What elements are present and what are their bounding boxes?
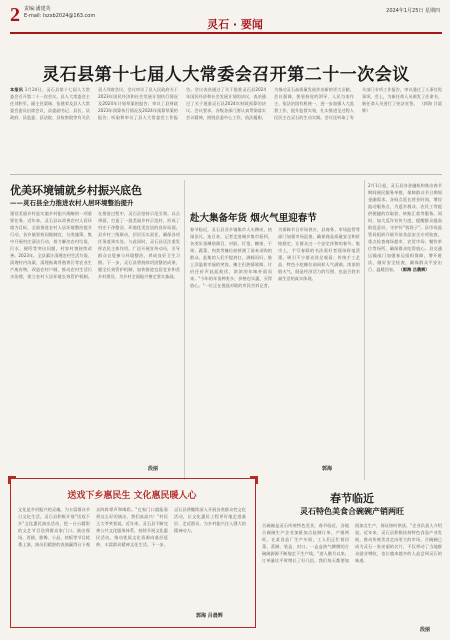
- mid-article-body: [190, 226, 360, 466]
- divider-lead: [10, 174, 442, 175]
- masthead: [10, 4, 442, 32]
- lead-dateline: 本报讯: [10, 87, 24, 92]
- box-body-text: 文化是乡村振兴的灵魂。为丰富群众节日文化生活，灵石县积极开展"送戏下乡"文化惠民演出活动，把一台台精彩的文艺节目送到群众家门口。演出现场，晋剧、歌舞、小品、快板等节目轮番上演，演员们精湛的表演赢得台下观众阵阵掌声和喝彩。"在家门口就能看到这么好的演出，我们真高兴！"村民王大爷笑着说。近年来，灵石县不断完善公共文化服务体系，持续开展文化惠民活动，推动优质文化资源向基层延伸，丰富群众精神文化生活。下一步，灵石县将继续深入开展各类群众性文化活动，让文化惠民工程更好地走进基层、走近群众，为乡村振兴注入强大的精神动力。: [18, 507, 246, 547]
- spring-subheadline: 灵石特色美食合碗碗产销两旺: [300, 506, 404, 516]
- spring-headline: 春节临近: [330, 492, 374, 505]
- left-article-body: [10, 210, 180, 468]
- mid-headline: 赴大集备年货 烟火气里迎春节: [190, 213, 317, 224]
- lead-byline: （郭海 吕晨辉）: [362, 101, 442, 113]
- lead-article-body: [10, 86, 442, 170]
- spring-author: 段丽: [420, 627, 431, 633]
- left-body-text: 建设美丽乡村是实施乡村振兴战略的一项重要任务。近年来，灵石县以改善农村人居环境为目标，全面推进农村人居环境整治提升行动，各乡镇坚持因地制宜、分类施策，集中开展村庄清洁行动，着力解决农村垃圾、污水、厕所等突出问题，村容村貌持续改善。2023年，全县累计清理农村生活垃圾、清理村内沟渠、清理畜禽养殖粪污等农业生产废弃物，改造农村户厕，推动农村生活污水治理，建立农村人居环境长效管护机制。在推进过程中，灵石县坚持示范引领、以点带面，打造了一批美丽乡村示范村，形成了村庄干净整洁、环境优美宜居的良好局面。县乡村三级联动，层层压实责任，确保各项任务落到实处。与此同时，灵石县还注重发挥农民主体作用，广泛开展宣传动员，引导群众自觉参与环境整治，养成良好卫生习惯。下一步，灵石县将持续巩固整治成果，健全长效管护机制，加快推进宜居宜业和美乡村建设，为乡村全面振兴奠定坚实基础。: [10, 211, 180, 279]
- divider-right: [364, 180, 365, 480]
- left-author: 段丽: [148, 466, 159, 472]
- box-headline: 送戏下乡惠民生 文化惠民暖人心: [67, 491, 197, 501]
- masthead-rule: [10, 32, 442, 34]
- box-article-body: [18, 506, 246, 610]
- lead-headline: 灵石县第十七届人大常委会召开第二十一次会议: [42, 65, 410, 85]
- editor-line: 责编:潘建英: [24, 6, 51, 12]
- mid-body-text: 春节临近，灵石县各乡镇集市人头攒动、热闹非凡。连日来，记者走进城乡集市看到，各类年货琳琅满目，对联、灯笼、糖果、干果、蔬菜、肉类等摊位前挤满了前来采购的群众。赶集的人们手提肩扛，满载而归，脸上洋溢着幸福的笑容。摊主们热情吆喝，讨价还价声此起彼伏，浓浓的年味扑面而来。"今年的年货种类多，价格也实惠，买得放心。"一位正在挑选对联的市民告诉记者。为保障节日市场供应，县商务、市场监管等部门加强市场巡查，确保商品质量安全和价格稳定，让群众过一个安定祥和的春节。集市上，手写春联的书法爱好者现场挥毫泼墨，吸引不少群众驻足观看；传统手工艺品、特色小吃摊位前同样人气满满。浓浓的烟火气，既是经济活力的写照，也是百姓幸福生活的真实体现。: [190, 227, 360, 288]
- mid-author: 郭海: [322, 466, 333, 472]
- box-author: 郭海 吕晨辉: [196, 613, 223, 619]
- spring-body-text: 合碗碗是灵石传统特色美食，春节临近，各地合碗碗生产企业加班加点赶制订单，产销两旺。在某食品厂生产车间，工人们正忙着切菜、蒸制、装盒、封口，一盒盒热气腾腾的合碗碗源源不断地走下生产线。"进入腊月以来，订单量比平时增长了好几倍，我们每天都要加班加点生产，保证按时供货。"企业负责人介绍说。近年来，灵石县积极扶持特色食品产业发展，推动传统美食走向更大的市场，合碗碗已成为灵石一张亮丽的名片，不仅带动了当地群众就业增收，也让越来越多的人品尝到灵石的味道。: [262, 523, 442, 563]
- page-number: 2: [10, 4, 20, 26]
- right-article-body: [368, 182, 442, 472]
- spring-article-body: [262, 522, 442, 626]
- lead-body-text: 1月24日，灵石县第十七届人大常委会召开第二十一次会议。县人大常委会主任刘积军，副主任梁瑞、张建荣及县人大常委会委员出席会议，县委副书记、县长、县政府、县监委、县法院、县检察院等有关负责人列席会议。会议审议了县人民政府关于2023年国民经济和社会发展计划执行情况及2024年计划草案的报告；审议了县财政2023年预算执行情况及2024年预算草案的报告；听取和审议了县人大常委会工作报告。会议表决通过了关于批准灵石县2024年国民经济和社会发展计划的决议，表决通过了关于批准灵石县2024年财政预算的决议。会议要求，各级各部门要认真贯彻落实会议精神，围绕县委中心工作，依法履职，为推动灵石高质量发展作出新的更大贡献。会议强调，要坚持党的领导、人民当家作主、依法治国有机统一，进一步加强人大监督工作，提升监督实效，扎实推进全过程人民民主在灵石的生动实践。会议还听取了有关部门专项工作报告，审议通过了人事任免事项。会上，为新任命人员颁发了任命书，新任命人员进行了宪法宣誓。: [10, 87, 442, 120]
- left-subheadline: ——灵石县全力推进农村人居环境整治提升: [10, 199, 134, 207]
- box-corner-tl: [8, 476, 16, 484]
- issue-date: 2024年1月25日 星期四: [386, 8, 440, 14]
- divider-left: [184, 180, 185, 480]
- email-line: E-mail: lszxb2024@163.com: [24, 13, 96, 19]
- section-title: 灵石 · 要闻: [207, 18, 263, 31]
- left-headline: 优美环境铺就乡村振兴底色: [10, 184, 142, 197]
- right-byline: （郭海 吕晨辉）: [398, 267, 430, 272]
- box-corner-tr: [250, 476, 258, 484]
- editor-info: [24, 6, 95, 20]
- right-body-text: 2月1日起，灵石县各金融机构推出春节期间便民服务举措，保障群众节日期间金融需求。各网点延长营业时间，增设流动服务点，为返乡群众、农民工等提供便捷的存取款、转账汇款等服务。同时，加大反诈宣传力度，提醒群众提高防范意识，守护好"钱袋子"。县市场监管局组织开展节前食品安全专项检查，重点检查商场超市、农贸市场、餐饮单位等场所，确保群众吃得放心。县交通运输部门加强春运组织保障，增开班次，做好安全检查，确保群众平安出行、温暖回家。: [368, 183, 442, 272]
